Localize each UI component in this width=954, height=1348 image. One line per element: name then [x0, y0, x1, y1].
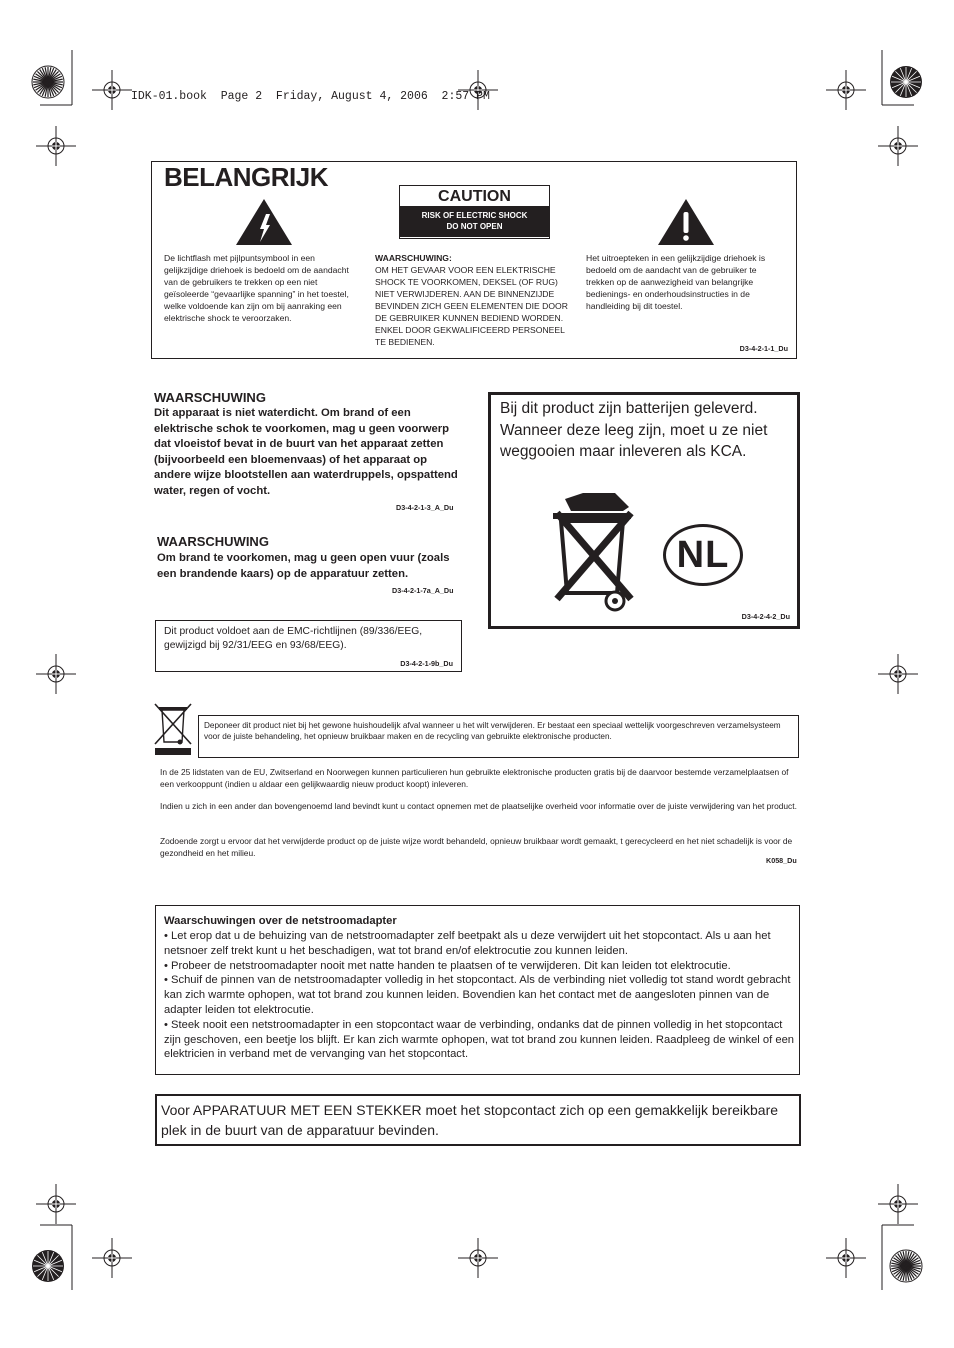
adapter-bullet-2: • Probeer de netstroomadapter nooit met natte handen te plaatsen of te verwijderen. Dit kan leiden tot elektrocutie.	[164, 959, 731, 972]
emc-text: Dit product voldoet aan de EMC-richtlijnen (89/336/EEG, gewijzigd bij 92/31/EEG en 93/68/EEG).	[164, 626, 423, 651]
weee-bin-icon	[152, 702, 194, 756]
nl-country-badge	[663, 524, 743, 586]
caution-warning-title: WAARSCHUWING:	[375, 253, 452, 263]
caution-label	[399, 185, 550, 239]
caution-warning-text: OM HET GEVAAR VOOR EEN ELEKTRISCHE SHOCK TE VOORKOMEN, DEKSEL (OF RUG) NIET VERWIJDEREN. AAN DE BINNENZIJDE BEVINDEN ZICH GEEN ELEMENTEN DIE DOOR DE GEBRUIKER KUNNEN BEDIEND WORDEN. ENKEL DOOR GEKWALIFICEERD PERSONEEL TE BEDIENEN.	[375, 265, 568, 347]
important-box	[151, 161, 797, 359]
battery-box	[488, 392, 800, 629]
plug-notice-box	[155, 1094, 801, 1146]
crossed-out-wheelie-bin-icon	[543, 489, 641, 617]
nl-badge-text: NL	[676, 534, 730, 576]
caution-heading: CAUTION	[438, 188, 511, 205]
warning-1-code: D3-4-2-1-3_A_Du	[396, 503, 454, 512]
warning-2-code: D3-4-2-1-7a_A_Du	[392, 586, 454, 595]
caution-line-1: RISK OF ELECTRIC SHOCK	[421, 211, 528, 220]
disposal-box	[198, 715, 799, 758]
disposal-box-text: Deponeer dit product niet bij het gewone huishoudelijk afval wanneer u het wilt verwijderen. Er bestaat een speciaal wettelijk voorgeschreven verzamelsysteem voor de juiste behandeling, het opnieuw bruikbaar maken en de recycling van gebruikte elektronische producten.	[204, 721, 781, 742]
lightning-explanation: De lichtflash met pijlpuntsymbool in een gelijkzijdige driehoek is bedoeld om de aandacht van de gebruikers te trekken op een niet geïsoleerde “gevaarlijke spanning” in het toestel, welke voldoende kan zijn om bij aanraking een elektrische shock te veroorzaken.	[164, 253, 349, 323]
adapter-bullets	[164, 929, 794, 1062]
disposal-paragraph-2: Indien u zich in een ander dan bovengenoemd land bevindt kunt u contact opnemen met de plaatselijke overheid voor informatie over de juiste verwijdering van het product.	[160, 801, 797, 811]
adapter-bullet-4: • Steek nooit een netstroomadapter in een stopcontact waar de verbinding, ondanks dat de pinnen volledig in het stopcontact zijn geschoven, een beetje los blijft. Er kan zich warmte ophopen, wat tot brand zou kunnen leiden. Raadpleeg de winkel of een elektricien in verband met de vervanging van het stopcontact.	[164, 1018, 795, 1061]
adapter-bullet-3: • Schuif de pinnen van de netstroomadapter volledig in het stopcontact. Als de verbinding niet volledig tot stand wordt gebracht kan zich warmte ophopen, wat tot brand zou kunnen leiden. Bovendien kan het contact met de aangesloten pinnen van de adapter leiden tot elektrocutie.	[164, 974, 791, 1016]
disposal-code: K058_Du	[766, 856, 797, 865]
exclamation-warning-icon	[657, 198, 715, 246]
disposal-paragraph-1: In de 25 lidstaten van de EU, Zwitserland en Noorwegen kunnen particulieren hun gebruikte elektronische producten gratis bij de daarvoor bestemde verzamelplaatsen of een verkooppunt (indien u aldaar een gelijkwaardig nieuw product koopt) inleveren.	[160, 767, 789, 789]
print-header-line: IDK-01.book Page 2 Friday, August 4, 2006 2:57 PM	[131, 90, 490, 103]
emc-code: D3-4-2-1-9b_Du	[400, 659, 453, 668]
caution-line-2: DO NOT OPEN	[446, 222, 503, 231]
adapter-title: Waarschuwingen over de netstroomadapter	[164, 915, 397, 927]
adapter-bullet-1: • Let erop dat u de behuizing van de netstroomadapter zelf beetpakt als u deze verwijdert uit het stopcontact. Als u aan het netsnoer zelf trekt kunt u het beschadigen, wat tot brand en/of elektrocutie zou kunnen leiden.	[164, 930, 771, 957]
warning-1-title: WAARSCHUWING	[154, 390, 266, 405]
emc-box	[155, 620, 462, 672]
warning-1-body: Dit apparaat is niet waterdicht. Om brand of een elektrische schok te voorkomen, mag u geen voorwerp dat vloeistof bevat in de buurt van het apparaat zetten (bijvoorbeeld een bloemenvaas) of het apparaat op andere wijze blootstellen aan waterdruppels, opspattend water, regen of vocht.	[154, 407, 458, 497]
battery-code: D3-4-2-4-2_Du	[741, 612, 790, 621]
lightning-warning-icon	[235, 198, 293, 246]
disposal-paragraph-3: Zodoende zorgt u ervoor dat het verwijderde product op de juiste wijze wordt behandeld, opnieuw bruikbaar wordt gemaakt, t gerecycleerd en het niet schadelijk is voor de gezondheid en het milieu.	[160, 836, 793, 858]
warning-2-title: WAARSCHUWING	[157, 534, 269, 549]
important-code: D3-4-2-1-1_Du	[739, 344, 788, 353]
important-title: BELANGRIJK	[164, 162, 329, 192]
plug-notice-text: Voor APPARATUUR MET EEN STEKKER moet het stopcontact zich op een gemakkelijk bereikbare plek in de buurt van de apparatuur bevinden.	[161, 1102, 779, 1138]
battery-text: Bij dit product zijn batterijen geleverd. Wanneer deze leeg zijn, moet u ze niet weggooien maar inleveren als KCA.	[500, 400, 768, 460]
exclamation-explanation: Het uitroepteken in een gelijkzijdige driehoek is bedoeld om de aandacht van de gebruiker te trekken op de aanwezigheid van belangrijke bedienings- en onderhoudsinstructies in de handleiding bij dit toestel.	[586, 253, 766, 311]
warning-2-body: Om brand te voorkomen, mag u geen open vuur (zoals een brandende kaars) op de apparatuur zetten.	[157, 552, 450, 580]
adapter-warning-box	[155, 905, 800, 1075]
